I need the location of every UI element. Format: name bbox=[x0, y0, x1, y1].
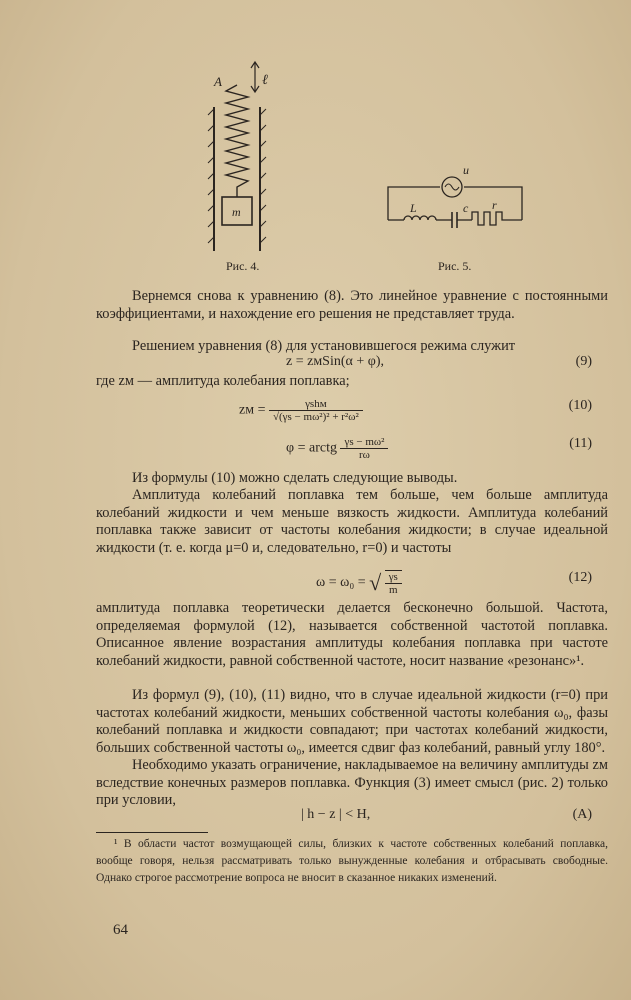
equation-12 bbox=[96, 568, 608, 602]
paragraph-1 bbox=[96, 288, 608, 323]
equation-a-formula: | h − z | < H, bbox=[301, 807, 371, 822]
figures-area bbox=[0, 55, 631, 285]
paragraph-7-text: Из формул (9), (10), (11) видно, что в случае идеальной жидкости (r=0) при частотах колебаний жидкости, меньших собственной частоты колебания ω₀, фазы колебаний поплавка и жидкости совпадают; при частотах колебаний жидкости, больших собственной частоты ω₀, имеется сдвиг фаз колебаний, равный углу 180°. bbox=[96, 687, 608, 756]
paragraph-6 bbox=[96, 600, 608, 670]
paragraph-4 bbox=[96, 470, 608, 488]
equation-12-denominator: m bbox=[388, 584, 398, 596]
equation-10-denominator: √(γs − mω²)² + r²ω² bbox=[272, 411, 359, 423]
paragraph-8 bbox=[96, 757, 608, 810]
fig4-label-a: A bbox=[214, 74, 222, 89]
sqrt-icon: √ bbox=[369, 570, 382, 595]
fig5-label-L: L bbox=[410, 201, 417, 215]
equation-12-fraction bbox=[385, 570, 402, 596]
equation-12-number: (12) bbox=[568, 570, 592, 585]
paragraph-2 bbox=[96, 338, 608, 356]
equation-11-fraction bbox=[340, 436, 388, 461]
paragraph-5 bbox=[96, 487, 608, 557]
equation-12-numerator: γs bbox=[385, 571, 402, 584]
equation-10-number: (10) bbox=[568, 398, 592, 413]
equation-11-body bbox=[286, 436, 388, 461]
paragraph-6-text: амплитуда поплавка теоретически делается бесконечно большой. Частота, определяемая формулой (12), называется собственной частотой поплавка. Описанное явление возрастания амплитуды колебания поплавка при частоте колебаний жидкости, равной собственной частоте, носит название «резонанс»¹. bbox=[96, 600, 608, 669]
equation-9 bbox=[96, 354, 608, 374]
equation-9-formula: z = zмSin(α + φ), bbox=[286, 354, 384, 369]
paragraph-4-text: Из формулы (10) можно сделать следующие выводы. bbox=[132, 470, 458, 486]
page-number: 64 bbox=[113, 922, 128, 938]
equation-10-lhs: zм = bbox=[239, 402, 266, 418]
equation-11-numerator: γs − mω² bbox=[340, 436, 388, 449]
paragraph-8-text: Необходимо указать ограничение, накладываемое на величину амплитуды zм вследствие конечных размеров поплавка. Функция (3) имеет смысл (рис. 2) только при условии, bbox=[96, 757, 608, 808]
equation-11-number: (11) bbox=[569, 436, 592, 451]
figure-5-drawing bbox=[380, 165, 530, 235]
fig4-label-l: ℓ bbox=[262, 73, 268, 88]
footnote bbox=[96, 836, 608, 887]
paragraph-7 bbox=[96, 687, 608, 757]
equation-10-fraction bbox=[269, 398, 363, 423]
paragraph-1-text: Вернемся снова к уравнению (8). Это линейное уравнение с постоянными коэффициентами, и нахождение его решения не представляет труда. bbox=[96, 288, 608, 322]
fig5-label-u: u bbox=[463, 163, 469, 177]
equation-a bbox=[96, 807, 608, 827]
footnote-text: ¹ В области частот возмущающей силы, близких к частоте собственных колебаний поплавка, вообще говоря, нельзя рассматривать только вынужденные колебания и отбрасывать свободные. Однако строгое рассмотрение вопроса не вносит в сказанное никаких изменений. bbox=[96, 838, 608, 884]
fig5-label-r: r bbox=[492, 198, 497, 212]
equation-10-numerator: γshм bbox=[269, 398, 363, 411]
footnote-rule bbox=[96, 832, 208, 833]
paragraph-2-text: Решением уравнения (8) для установившегося режима служит bbox=[132, 338, 516, 354]
fig4-caption: Рис. 4. bbox=[226, 259, 260, 273]
equation-11-lhs: φ = arctg bbox=[286, 440, 337, 456]
equation-12-lhs: ω = ω₀ = bbox=[316, 575, 366, 591]
paragraph-3 bbox=[96, 373, 608, 391]
equation-11-denominator: rω bbox=[358, 449, 370, 461]
fig4-label-m: m bbox=[232, 205, 241, 219]
equation-10-body bbox=[239, 398, 363, 423]
paragraph-3-text: где zм — амплитуда колебания поплавка; bbox=[96, 373, 350, 389]
fig5-label-c: c bbox=[463, 201, 469, 215]
equation-10 bbox=[96, 392, 608, 428]
fig5-caption: Рис. 5. bbox=[438, 259, 472, 273]
equation-a-number: (A) bbox=[572, 807, 592, 822]
equation-9-number: (9) bbox=[575, 354, 592, 369]
equation-12-body bbox=[316, 570, 402, 596]
paragraph-5-text: Амплитуда колебаний поплавка тем больше, чем больше амплитуда колебаний жидкости и чем меньше вязкость жидкости. Амплитуда колебаний поплавка также зависит от частоты колебания жидкости; в случае идеальной жидкости (т. е. когда μ=0 и, следовательно, r=0) и частоты bbox=[96, 487, 608, 556]
equation-11 bbox=[96, 432, 608, 468]
